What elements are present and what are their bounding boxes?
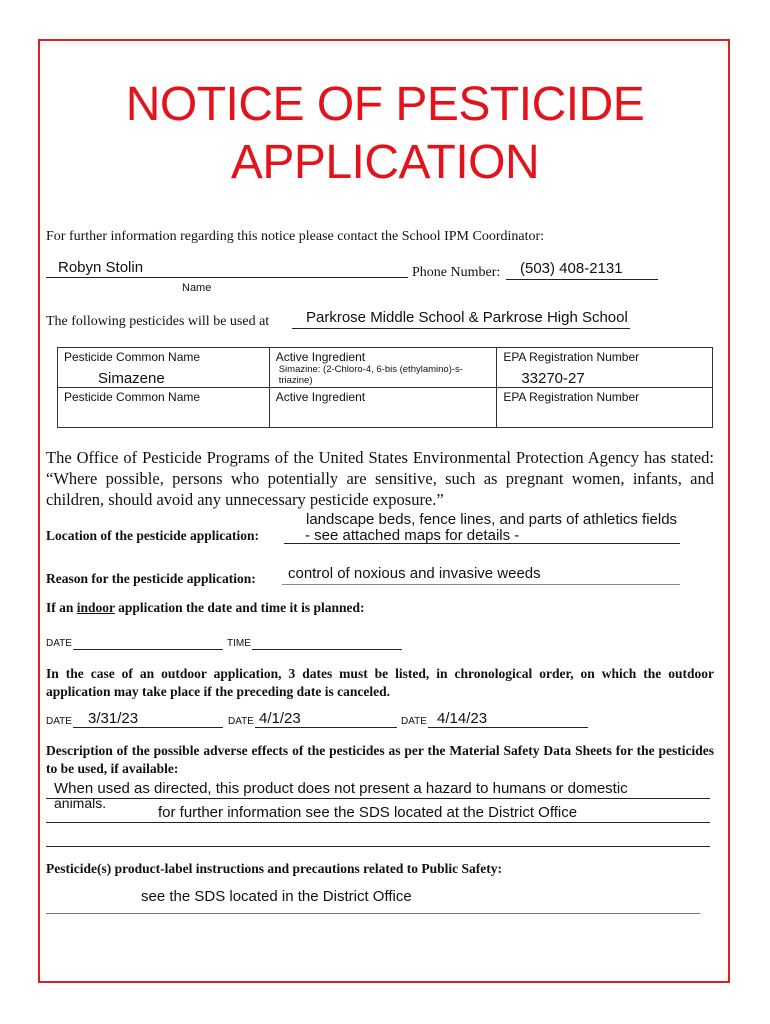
pesticides-table [57, 347, 713, 428]
application-location-label: Location of the pesticide application: [46, 528, 259, 543]
active-ingredient-header: Active Ingredient [275, 350, 366, 364]
school-underline [292, 328, 630, 329]
application-location-detail[interactable]: - see attached maps for details - [305, 527, 520, 544]
outdoor-date-1-underline [73, 727, 223, 728]
coordinator-name-field[interactable]: Robyn Stolin [58, 259, 144, 276]
contact-intro: For further information regarding this notice please contact the School IPM Coordinator: [46, 229, 545, 244]
phone-label: Phone Number: [412, 265, 501, 280]
adverse-underline-3 [46, 846, 710, 847]
indoor-date-field[interactable] [73, 649, 223, 650]
location-underline [284, 543, 680, 544]
epa-statement: The Office of Pesticide Programs of the United States Environmental Protection Agency has stated: “Where possible, persons who potentially are sensitive, such as pregnant women, infants, and children, should avoid any unnecessary pesticide exposure.” [46, 448, 714, 509]
application-reason-field[interactable]: control of noxious and invasive weeds [288, 565, 541, 582]
outdoor-date-3-field[interactable]: 4/14/23 [437, 710, 488, 727]
indoor-time-field[interactable] [252, 649, 402, 650]
pesticides-used-at-label: The following pesticides will be used at [46, 314, 270, 329]
common-name-header: Pesticide Common Name [64, 390, 201, 404]
common-name-field[interactable]: Simazene [98, 370, 165, 387]
outdoor-date-3-underline [428, 727, 588, 728]
outdoor-date-label: DATE [401, 716, 427, 727]
notice-title-line1: NOTICE OF PESTICIDE [125, 78, 645, 131]
application-location-field[interactable]: landscape beds, fence lines, and parts of athletics fields [306, 511, 678, 528]
active-ingredient-field[interactable]: Simazine: (2-Chloro-4, 6-bis (ethylamino)-s-triazine) [278, 364, 463, 386]
precautions-heading: Pesticide(s) product-label instructions and precautions related to Public Safety: [46, 861, 502, 876]
indoor-date-label: DATE [46, 638, 72, 649]
table-row [58, 388, 713, 428]
application-reason-label: Reason for the pesticide application: [46, 571, 256, 586]
outdoor-date-2-underline [255, 727, 397, 728]
adverse-underline-2 [46, 822, 710, 823]
outdoor-date-label: DATE [46, 716, 72, 727]
adverse-effects-sds-field[interactable]: for further information see the SDS located at the District Office [158, 804, 578, 821]
table-row [58, 348, 713, 388]
precautions-field[interactable]: see the SDS located in the District Office [141, 888, 412, 905]
adverse-underline-1 [46, 798, 710, 799]
school-location-field[interactable]: Parkrose Middle School & Parkrose High School [306, 309, 628, 326]
adverse-effects-field[interactable]: When used as directed, this product does not present a hazard to humans or domestic [54, 780, 628, 797]
epa-registration-header: EPA Registration Number [503, 390, 640, 404]
active-ingredient-header: Active Ingredient [275, 390, 366, 404]
precautions-underline [46, 913, 700, 914]
outdoor-date-label: DATE [228, 716, 254, 727]
outdoor-date-2-field[interactable]: 4/1/23 [259, 710, 301, 727]
adverse-effects-field-cont[interactable]: animals. [54, 795, 107, 811]
epa-registration-header: EPA Registration Number [503, 350, 640, 364]
indoor-heading: If an indoor application the date and time it is planned: [46, 600, 365, 615]
common-name-header: Pesticide Common Name [64, 350, 201, 364]
notice-title-line2: APPLICATION [230, 136, 540, 189]
reason-underline [282, 584, 680, 585]
adverse-effects-heading: Description of the possible adverse effects of the pesticides as per the Material Safety Data Sheets for the pesticides to be used, if available: [46, 743, 714, 776]
outdoor-date-1-field[interactable]: 3/31/23 [88, 710, 139, 727]
name-label: Name [182, 282, 212, 294]
outdoor-instruction: In the case of an outdoor application, 3 dates must be listed, in chronological order, on which the outdoor application may take place if the preceding date is canceled. [46, 666, 714, 699]
indoor-time-label: TIME [227, 638, 251, 649]
name-underline [46, 277, 408, 278]
phone-underline [506, 279, 658, 280]
phone-number-field[interactable]: (503) 408-2131 [520, 260, 623, 277]
epa-registration-field[interactable]: 33270-27 [521, 370, 585, 387]
